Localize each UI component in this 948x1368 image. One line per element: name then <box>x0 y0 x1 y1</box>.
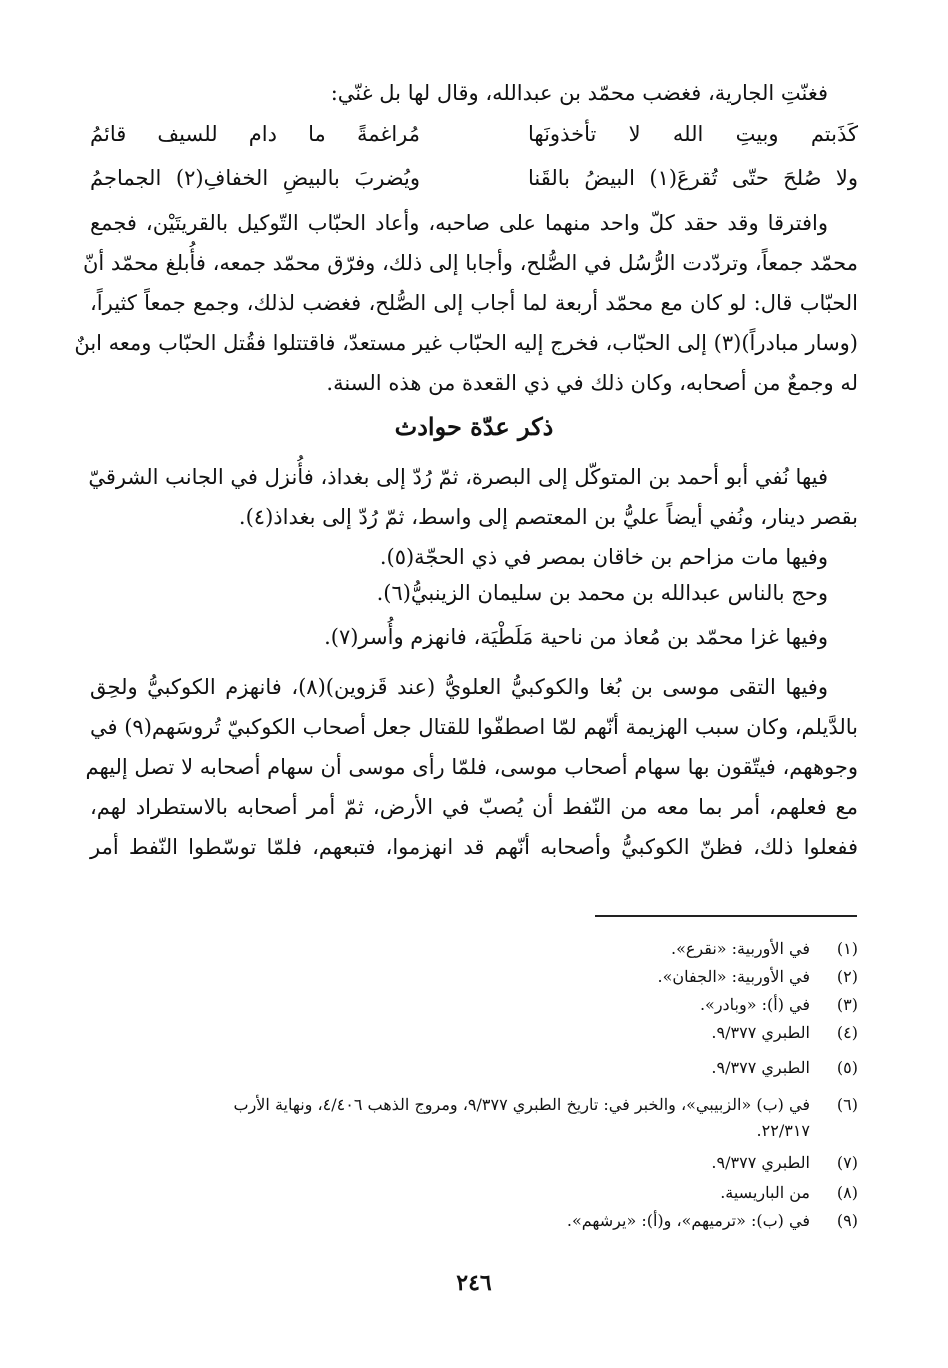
event-line-mazahim: وفيها مات مزاحم بن خاقان بمصر في ذي الحجّة(٥). <box>379 545 828 569</box>
para3-line-4: مع فعلهم، أمر بما معه من النّفط أن يُصبّ في الأرض، ثمّ أمر أصحابه بالاستطراد لهم، <box>90 795 858 819</box>
footnote-text: الطبري ٩/٣٧٧. <box>711 1023 810 1042</box>
section-heading: ذكر عدّة حوادث <box>394 412 554 441</box>
poem-verse-1 <box>90 122 858 156</box>
event-line-hajj: وحج بالناس عبدالله بن محمد بن سليمان الزينبيُّ(٦). <box>376 581 828 605</box>
para3-line-5: ففعلوا ذلك، فظنّ الكوكبيُّ وأصحابه أنّهم قد انهزموا، فتبعهم، فلمّا توسّطوا النّفط أمر <box>90 835 858 859</box>
footnote-3 <box>38 992 858 1018</box>
page-number: ٢٤٦ <box>456 1270 492 1296</box>
footnote-number: (٢) <box>836 967 858 986</box>
para1-line-4: (وسار مبادراً)(٣) إلى الحبّاب، فخرج إليه الحبّاب غير مستعدّ، فاقتتلوا فقُتل الحبّاب ومعه ابنٌ <box>74 331 858 355</box>
footnote-text: في (ب) «الزبيبي»، والخبر في: تاريخ الطبري ٩/٣٧٧، ومروج الذهب ٤/٤٠٦، ونهاية الأرب <box>233 1095 810 1114</box>
footnote-separator <box>595 915 857 917</box>
poem-verse-2 <box>90 166 858 200</box>
footnote-number: (٧) <box>836 1153 858 1172</box>
footnote-9 <box>38 1208 858 1234</box>
footnote-text: في الأوربية: «الجفان». <box>657 967 810 986</box>
footnote-text: في (ب): «ترميهم»، و(أ): «يرشهم». <box>566 1211 810 1230</box>
footnote-number: (٤) <box>836 1023 858 1042</box>
footnote-6 <box>38 1092 858 1118</box>
footnote-number: (٨) <box>836 1183 858 1202</box>
footnote-number: (٥) <box>836 1058 858 1077</box>
para1-line-3: الحبّاب قال: لو كان مع محمّد أربعة لما أجاب إلى الصُّلح، فغضب لذلك، وجمع جمعاً كثيراً، <box>90 291 858 315</box>
para3-line-2: بالدَّيلم، وكان سبب الهزيمة أنّهم لمّا اصطفّوا للقتال جعل أصحاب الكوكبيّ تُروسَهم(٩) في <box>90 715 858 739</box>
footnote-text: في (أ): «وبادر». <box>699 995 810 1014</box>
footnote-number: (٣) <box>836 995 858 1014</box>
footnote-number: (١) <box>836 939 858 958</box>
intro-line: فغنّتِ الجارية، فغضب محمّد بن عبدالله، وقال لها بل غنّي: <box>330 81 828 105</box>
footnote-number: (٩) <box>836 1211 858 1230</box>
footnote-2 <box>38 964 858 990</box>
para3-line-3: وجوههم، فيتّقون بها سهام أصحاب موسى، فلمّا رأى موسى أن سهام أصحابه لا تصل إليهم <box>85 755 858 779</box>
footnote-1 <box>38 936 858 962</box>
footnote-5 <box>38 1055 858 1081</box>
footnote-text: من الباريسية. <box>720 1183 810 1202</box>
para2-line-1: فيها نُفي أبو أحمد بن المتوكّل إلى البصرة، ثمّ رُدّ إلى بغداذ، فأُنزل في الجانب الشرقيّ <box>88 465 828 489</box>
footnote-8 <box>38 1180 858 1206</box>
poem-verse-2-first-hemistich: ولا صُلحَ حتّى تُقرعَ(١) البيضُ بالقَنا <box>528 166 858 190</box>
poem-verse-1-second-hemistich: مُراغمةً ما دام للسيف قائمُ <box>90 122 420 146</box>
footnote-6-continuation: ٢٢/٣١٧. <box>756 1121 810 1140</box>
para3-line-1: وفيها التقى موسى بن بُغا والكوكبيُّ العلويُّ (عند قَزوين)(٨)، فانهزم الكوكبيُّ ولحِق <box>90 675 828 699</box>
para1-line-2: محمّد جمعاً، وتردّدت الرُّسُل في الصُّلح، وأجابا إلى ذلك، وفرّق محمّد جمعه، فأُبلغ محمّد أنّ <box>82 251 858 275</box>
footnote-text: الطبري ٩/٣٧٧. <box>711 1058 810 1077</box>
poem-verse-2-second-hemistich: ويُضربَ بالبيضِ الخفافِ(٢) الجماجمُ <box>90 166 421 190</box>
footnote-text: في الأوربية: «نقرع». <box>670 939 810 958</box>
footnote-text: الطبري ٩/٣٧٧. <box>711 1153 810 1172</box>
event-line-malatya: وفيها غزا محمّد بن مُعاذ من ناحية مَلَطْيَة، فانهزم وأُسر(٧). <box>324 625 828 649</box>
footnote-4 <box>38 1020 858 1046</box>
footnote-number: (٦) <box>836 1095 858 1114</box>
para1-line-1: وافترقا وقد حقد كلّ واحد منهما على صاحبه، وأعاد الحبّاب التّوكيل بالقريتَيْن، فجمع <box>90 211 828 235</box>
poem-verse-1-first-hemistich: كَذَبتم وبيتِ الله لا تأخذونَها <box>528 122 858 146</box>
footnote-7 <box>38 1150 858 1176</box>
para2-line-2: بقصر دينار، ونُفي أيضاً عليُّ بن المعتصم إلى واسط، ثمّ رُدّ إلى بغداذ(٤). <box>238 505 858 529</box>
para1-line-5: له وجمعٌ من أصحابه، وكان ذلك في ذي القعدة من هذه السنة. <box>326 371 858 395</box>
